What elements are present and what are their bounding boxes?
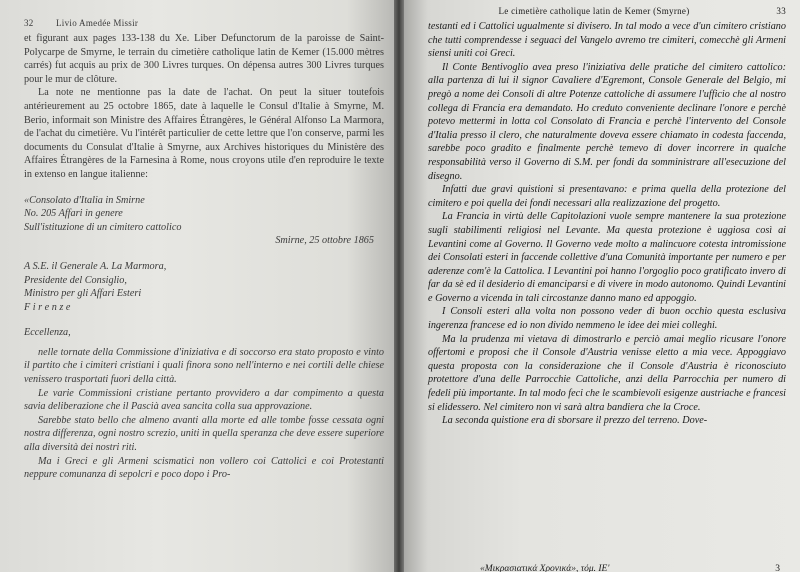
right-paragraph: Infatti due gravi quistioni si presentavano: e prima quella della protezione del cimitero e poi quella dei fondi necessari alla realizzazione del progetto. bbox=[428, 184, 786, 209]
addressee-line: Presidente del Consiglio, bbox=[24, 274, 127, 286]
addressee-line: F i r e n z e bbox=[24, 301, 71, 313]
letter-header-line: No. 205 Affari in genere bbox=[24, 208, 123, 220]
letter-addressee bbox=[24, 260, 384, 314]
addressee-line: Ministro per gli Affari Esteri bbox=[24, 288, 142, 300]
right-page bbox=[404, 0, 800, 572]
journal-source-footer: «Μικρασιατικά Χρονικά», τόμ. ΙΕ' bbox=[480, 564, 610, 572]
letter-salutation: Eccellenza, bbox=[24, 327, 71, 339]
addressee-line: A S.E. il Generale A. La Marmora, bbox=[24, 260, 167, 272]
book-gutter bbox=[394, 0, 404, 572]
left-body bbox=[24, 32, 384, 182]
right-paragraph: La Francia in virtù delle Capitolazioni vuole sempre mantenere la sua protezione sugli stabilimenti religiosi nel Levante. Ma questa protezione è uggiosa così ai Levantini come al Governo. Il Governo vede molto a malincuore cotesta intromissione dei Consolati esteri in faccende collettive d'una Comunità importante per numero e per aderenze com'è la Cattolica. I Levantini poi hanno l'orgoglio poco gratificato invero di far da sè ed il desiderio di emanciparsi e di vivere in modo autonomo. Quindi Levantini e Governo a vicenda in tali circostanze danno mano ed appoggio. bbox=[428, 211, 786, 304]
letter-header bbox=[24, 194, 384, 248]
letter-paragraph: Le varie Commissioni cristiane pertanto provvidero a dar compimento a questa savia deliberazione che il Pascià avea sancita colla sua approvazione. bbox=[24, 387, 384, 413]
letter-body bbox=[24, 346, 384, 482]
left-paragraph: et figurant aux pages 133-138 du Xe. Liber Defunctorum de la paroisse de Saint-Polycarpe de Smyrne, le terrain du cimetière catholique latin de Kemer (15.000 mètres carrés) fut acquis au prix de 300 Livres turques. On dépensa autres 300 Livres turques pour le mur de clôture. bbox=[24, 33, 384, 85]
letter-header-line: Sull'istituzione di un cimitero cattolico bbox=[24, 221, 182, 233]
left-page bbox=[0, 0, 394, 572]
letter-paragraph: Ma i Greci e gli Armeni scismatici non vollero coi Cattolici e coi Protestanti neppure comunanza di sepolcri e poco dopo i Pro- bbox=[24, 455, 384, 481]
right-paragraph: Il Conte Bentivoglio avea preso l'iniziativa delle pratiche del cimitero cattolico: alla partenza di lui il signor Cavaliere d'Egremont, Console Generale del Belgio, mi pregò a nome dei Consoli di altre Potenze cattoliche di assumere l'ufficio che al nostro collega di Francia era demandato. Ho creduto conveniente declinare l'onore e perchè potevo mettermi in lotta col Consolato di Francia e perchè l'intervento del Console d'Italia presso il clero, che naturalmente doveva essere chiamato in codesta faccenda, sarebbe poco gradito e finalmente perchè temevo di dover incorrere in qualche responsabilità verso il Governo di S.M. per fondi da somministrare all'esecuzione del disegno. bbox=[428, 61, 786, 182]
letter-date: Smirne, 25 ottobre 1865 bbox=[275, 235, 374, 247]
right-running-title: Le cimetière catholique latin de Kemer (Smyrne) bbox=[498, 6, 690, 16]
letter-salutation-block bbox=[24, 326, 384, 340]
left-running-head bbox=[24, 18, 384, 32]
right-running-head bbox=[428, 6, 786, 20]
left-page-number: 32 bbox=[24, 18, 34, 28]
right-paragraph: Ma la prudenza mi vietava di dimostrarlo e perciò amai meglio ricusare l'onore offertomi e proposi che il Console d'Austria venisse eletto a mia vece. Appoggiavo questa proposta con la considerazione che il Console d'Austria è riconosciuto protettore d'una delle Parrocchie Cattoliche, anzi della Parrocchia per numero di fedeli più importante. In tal modo feci che le scambievoli esigenze austriache e francesi si elidessero. Nel cimitero non vi sarà altra bandiera che la Croce. bbox=[428, 333, 786, 413]
letter-header-line: «Consolato d'Italia in Smirne bbox=[24, 194, 145, 206]
left-running-title: Livio Amedée Missir bbox=[56, 18, 139, 28]
left-paragraph: La note ne mentionne pas la date de l'achat. On peut la situer toutefois antérieurement au 25 octobre 1865, date à laquelle le Consul d'Italie à Smyrne, M. Berio, informait son Ministre des Affaires Étrangères, le Général Alfonso La Marmora, de l'achat du cimetière. Vu l'intérêt particulier de cette lettre que l'on conserve, parmi les documents du Consulat d'Italie à Smyrne, aux Archives historiques du Ministère des Affaires Étrangères de la Farnesina à Rome, nous croyons utile d'en reproduire le texte in extenso en langue italienne: bbox=[24, 87, 384, 180]
right-body bbox=[428, 20, 786, 428]
letter-paragraph: Sarebbe stato bello che almeno avanti alla morte ed alle tombe fosse cessata ogni nostra differenza, ogni nostro screzio, uniti in quella speranza che deve essere superiore alla diversità dei nostri riti. bbox=[24, 414, 384, 454]
right-paragraph: testanti ed i Cattolici ugualmente si divisero. In tal modo a vece d'un cimitero cristiano che tutti comprendesse i seguaci del Vangelo avremo tre cimiteri, comecchè gli Armeni siensi uniti coi Greci. bbox=[428, 21, 786, 60]
right-page-number: 33 bbox=[776, 6, 786, 16]
right-paragraph: I Consoli esteri alla volta non possono veder di buon occhio questa esclusiva ingerenza francese ed io non divido nemmeno le idee dei miei colleghi. bbox=[428, 306, 786, 332]
letter-paragraph: nelle tornate della Commissione d'iniziativa e di soccorso era stato proposto e vinto il partito che i cimiteri cristiani i quali finora sono nell'interno e nei cortili delle chiese venissero trasportati fuori della città. bbox=[24, 346, 384, 386]
right-paragraph: La seconda quistione era di sborsare il prezzo del terreno. Dove- bbox=[442, 415, 708, 427]
signature-mark: 3 bbox=[775, 564, 780, 572]
